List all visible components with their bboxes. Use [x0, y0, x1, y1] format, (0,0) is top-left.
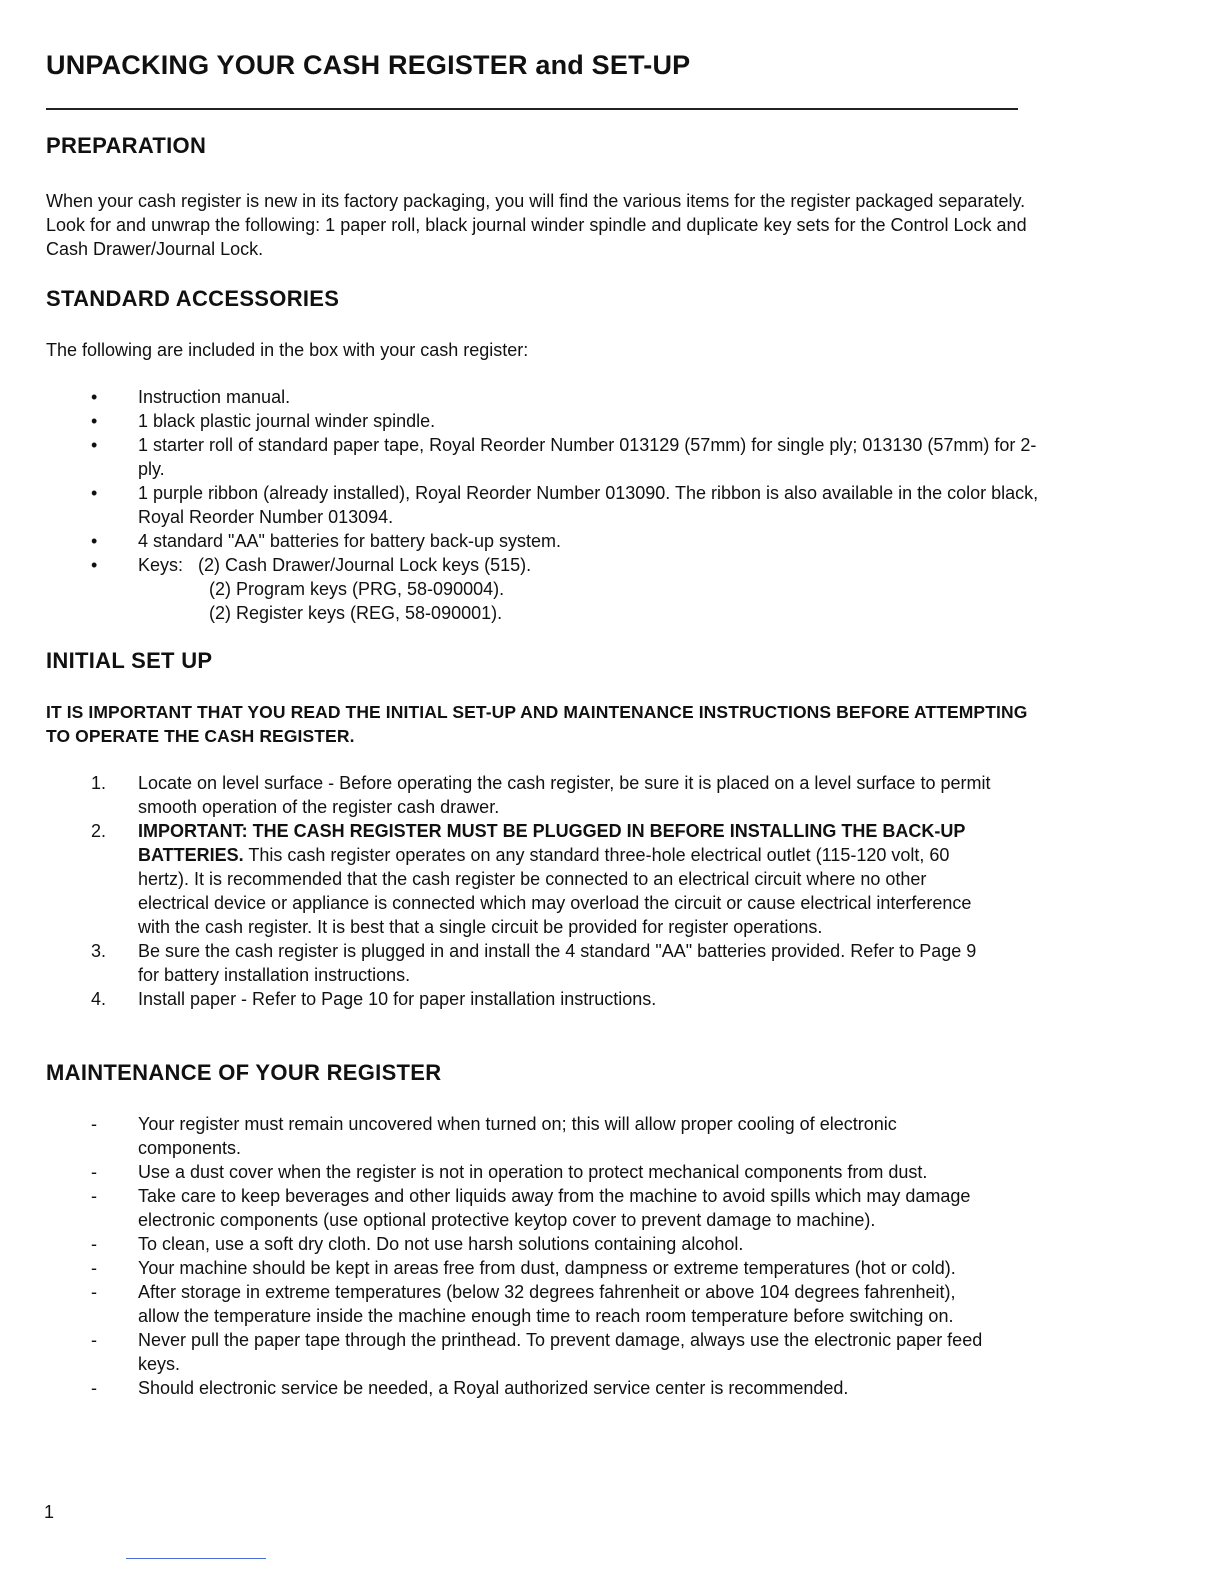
list-item: - Should electronic service be needed, a Royal authorized service center is recommended.	[91, 1378, 849, 1398]
list-item: - After storage in extreme temperatures (below 32 degrees fahrenheit or above 104 degrees fahrenheit), allow the temperature inside the machine enough time to reach room temperature before switching on.	[91, 1282, 956, 1326]
list-item: - Your register must remain uncovered when turned on; this will allow proper cooling of electronic components.	[91, 1114, 897, 1158]
dash-icon: -	[91, 1378, 97, 1398]
step-number: 4.	[91, 989, 107, 1009]
list-item: 2. IMPORTANT: THE CASH REGISTER MUST BE PLUGGED IN BEFORE INSTALLING THE BACK-UP BATTERIES. This cash register operates on any standard three-hole electrical outlet (115-120 volt, 60 hertz). It is recommended that the cash register be connected to an electrical circuit where no other electrical device or appliance is connected which may overload the circuit or cause electrical interference with the cash register. It is best that a single circuit be provided for register operations.	[91, 821, 972, 937]
list-item: • Instruction manual.	[91, 387, 291, 407]
bullet-icon: •	[91, 411, 98, 431]
dash-icon: -	[91, 1234, 97, 1254]
dash-icon: -	[91, 1162, 97, 1182]
bullet-icon: •	[91, 435, 98, 455]
dash-icon: -	[91, 1330, 97, 1350]
list-item: - Take care to keep beverages and other liquids away from the machine to avoid spills which may damage electronic components (use optional protective keytop cover to prevent damage to machine).	[91, 1186, 971, 1230]
key-entry: (2) Program keys (PRG, 58-090004).	[209, 579, 505, 599]
setup-steps-list	[91, 771, 1001, 1011]
keys-label: Keys:	[138, 555, 184, 575]
list-item: 1. Locate on level surface - Before operating the cash register, be sure it is placed on a level surface to permit smooth operation of the register cash drawer.	[91, 773, 991, 817]
dash-icon: -	[91, 1258, 97, 1278]
bullet-icon: •	[91, 387, 98, 407]
list-item: 3. Be sure the cash register is plugged in and install the 4 standard "AA" batteries provided. Refer to Page 9 for battery installation instructions.	[91, 941, 977, 985]
list-item: • 1 starter roll of standard paper tape, Royal Reorder Number 013129 (57mm) for single ply; 013130 (57mm) for 2-ply.	[91, 435, 1037, 479]
list-item: 4. Install paper - Refer to Page 10 for paper installation instructions.	[91, 989, 657, 1009]
list-item: • 1 black plastic journal winder spindle.	[91, 411, 436, 431]
step-number: 1.	[91, 773, 107, 793]
title-rule	[46, 108, 1018, 110]
page-number: 1	[44, 1502, 55, 1522]
step-number: 3.	[91, 941, 107, 961]
key-entry: (2) Cash Drawer/Journal Lock keys (515).	[198, 555, 532, 575]
step-number: 2.	[91, 821, 107, 841]
list-item: • 4 standard "AA" batteries for battery back-up system.	[91, 531, 561, 551]
key-entry: (2) Register keys (REG, 58-090001).	[209, 603, 503, 623]
maintenance-list	[91, 1112, 1001, 1400]
page-title: UNPACKING YOUR CASH REGISTER and SET-UP	[46, 50, 691, 80]
bullet-icon: •	[91, 531, 98, 551]
list-item: - Never pull the paper tape through the printhead. To prevent damage, always use the electronic paper feed keys.	[91, 1330, 983, 1374]
list-item: • 1 purple ribbon (already installed), Royal Reorder Number 013090. The ribbon is also available in the color black, Royal Reorder Number 013094.	[91, 483, 1039, 527]
footer-line	[126, 1558, 266, 1559]
list-item: - Use a dust cover when the register is not in operation to protect mechanical components from dust.	[91, 1162, 928, 1182]
preparation-text: When your cash register is new in its factory packaging, you will find the various items for the register packaged separately. Look for and unwrap the following: 1 paper roll, black journal winder spindle and duplicate key sets for the Control Lock and Cash Drawer/Journal Lock.	[46, 191, 1027, 259]
initial-setup-warning: IT IS IMPORTANT THAT YOU READ THE INITIAL SET-UP AND MAINTENANCE INSTRUCTIONS BEFORE ATTEMPTING TO OPERATE THE CASH REGISTER.	[46, 702, 1028, 746]
bullet-icon: •	[91, 483, 98, 503]
accessories-list	[91, 385, 1051, 625]
list-item: - Your machine should be kept in areas free from dust, dampness or extreme temperatures (hot or cold).	[91, 1258, 956, 1278]
dash-icon: -	[91, 1186, 97, 1206]
dash-icon: -	[91, 1282, 97, 1302]
list-item: - To clean, use a soft dry cloth. Do not use harsh solutions containing alcohol.	[91, 1234, 744, 1254]
accessories-intro: The following are included in the box with your cash register:	[46, 340, 529, 360]
initial-setup-heading: INITIAL SET UP	[46, 648, 213, 673]
maintenance-heading: MAINTENANCE OF YOUR REGISTER	[46, 1060, 442, 1085]
accessories-heading: STANDARD ACCESSORIES	[46, 286, 340, 311]
dash-icon: -	[91, 1114, 97, 1134]
bullet-icon: •	[91, 555, 98, 575]
preparation-heading: PREPARATION	[46, 133, 207, 158]
keys-list-item	[91, 553, 1051, 625]
